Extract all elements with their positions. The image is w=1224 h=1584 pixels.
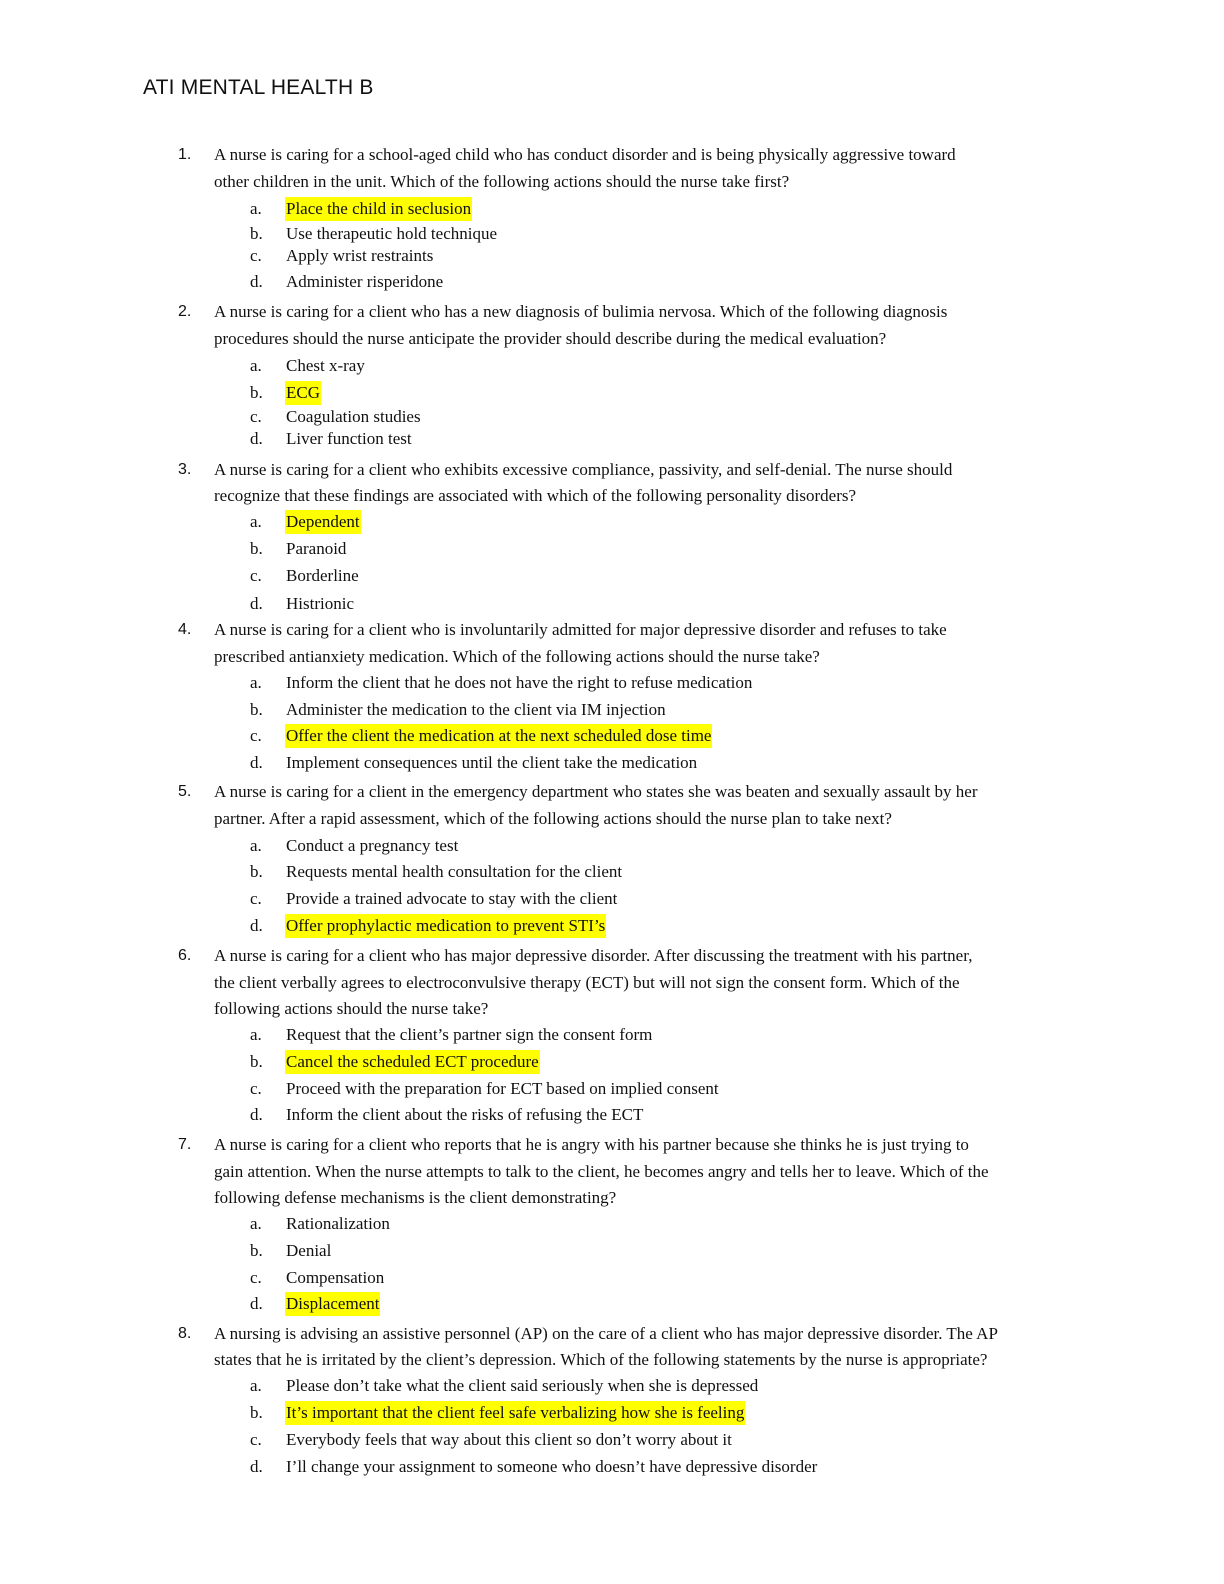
highlighted-answer-option: ECG [285, 381, 321, 405]
question-number: 6. [178, 947, 192, 964]
option-letter: d. [250, 1105, 263, 1124]
question-number: 1. [178, 146, 192, 163]
option-letter: c. [250, 407, 262, 426]
question-number: 7. [178, 1136, 192, 1153]
question-text-line: following defense mechanisms is the client demonstrating? [214, 1188, 617, 1207]
highlighted-answer-option: Place the child in seclusion [285, 197, 472, 221]
answer-option: Rationalization [286, 1214, 390, 1233]
question-text-line: partner. After a rapid assessment, which of the following actions should the nurse plan to take next? [214, 809, 892, 828]
option-letter: b. [250, 700, 263, 719]
answer-option: Everybody feels that way about this client so don’t worry about it [286, 1430, 732, 1449]
option-letter: b. [250, 383, 263, 402]
question-text-line: recognize that these findings are associated with which of the following personality disorders? [214, 486, 857, 505]
answer-option: Coagulation studies [286, 407, 421, 426]
option-letter: c. [250, 1079, 262, 1098]
answer-option: Please don’t take what the client said seriously when she is depressed [286, 1376, 759, 1395]
answer-option: Proceed with the preparation for ECT based on implied consent [286, 1079, 719, 1098]
option-letter: b. [250, 539, 263, 558]
question-text-line: A nursing is advising an assistive personnel (AP) on the care of a client who has major depressive disorder. The AP [214, 1324, 998, 1343]
answer-option: Administer risperidone [286, 272, 444, 291]
option-letter: a. [250, 199, 262, 218]
option-letter: a. [250, 673, 262, 692]
answer-option: Borderline [286, 566, 359, 585]
option-letter: d. [250, 1457, 263, 1476]
question-text-line: A nurse is caring for a client who is involuntarily admitted for major depressive disorder and refuses to take [214, 620, 947, 639]
question-text-line: following actions should the nurse take? [214, 999, 489, 1018]
question-number: 5. [178, 783, 192, 800]
option-letter: a. [250, 512, 262, 531]
highlighted-answer-option: Displacement [285, 1292, 380, 1316]
option-letter: b. [250, 1403, 263, 1422]
question-text-line: A nurse is caring for a client who reports that he is angry with his partner because she thinks he is just trying to [214, 1135, 969, 1154]
answer-option: Implement consequences until the client take the medication [286, 753, 698, 772]
option-letter: a. [250, 1025, 262, 1044]
option-letter: c. [250, 889, 262, 908]
answer-option: Denial [286, 1241, 332, 1260]
answer-option: Use therapeutic hold technique [286, 224, 498, 243]
answer-option: Apply wrist restraints [286, 246, 434, 265]
answer-option: Provide a trained advocate to stay with the client [286, 889, 618, 908]
document-title: ATI MENTAL HEALTH B [143, 76, 374, 99]
option-letter: d. [250, 1294, 263, 1313]
option-letter: d. [250, 594, 263, 613]
option-letter: b. [250, 1241, 263, 1260]
answer-option: Inform the client that he does not have the right to refuse medication [286, 673, 753, 692]
answer-option: Requests mental health consultation for the client [286, 862, 623, 881]
question-text-line: other children in the unit. Which of the following actions should the nurse take first? [214, 172, 790, 191]
answer-option: Compensation [286, 1268, 385, 1287]
question-text-line: prescribed antianxiety medication. Which of the following actions should the nurse take? [214, 647, 820, 666]
highlighted-answer-option: Dependent [285, 510, 361, 534]
highlighted-answer-option: Cancel the scheduled ECT procedure [285, 1050, 540, 1074]
question-text-line: A nurse is caring for a client who exhibits excessive compliance, passivity, and self-denial. The nurse should [214, 460, 953, 479]
option-letter: d. [250, 429, 263, 448]
question-text-line: A nurse is caring for a school-aged child who has conduct disorder and is being physically aggressive toward [214, 145, 956, 164]
option-letter: c. [250, 566, 262, 585]
option-letter: c. [250, 1268, 262, 1287]
answer-option: Paranoid [286, 539, 347, 558]
highlighted-answer-option: Offer the client the medication at the next scheduled dose time [285, 724, 712, 748]
question-text-line: states that he is irritated by the client’s depression. Which of the following statements by the nurse is appropriate? [214, 1350, 988, 1369]
highlighted-answer-option: Offer prophylactic medication to prevent STI’s [285, 914, 606, 938]
answer-option: I’ll change your assignment to someone who doesn’t have depressive disorder [286, 1457, 818, 1476]
option-letter: d. [250, 753, 263, 772]
option-letter: a. [250, 1214, 262, 1233]
question-text-line: the client verbally agrees to electroconvulsive therapy (ECT) but will not sign the consent form. Which of the [214, 973, 960, 992]
question-text-line: A nurse is caring for a client who has major depressive disorder. After discussing the treatment with his partner, [214, 946, 973, 965]
answer-option: Request that the client’s partner sign the consent form [286, 1025, 653, 1044]
answer-option: Liver function test [286, 429, 412, 448]
question-number: 4. [178, 621, 192, 638]
option-letter: c. [250, 1430, 262, 1449]
answer-option: Inform the client about the risks of refusing the ECT [286, 1105, 644, 1124]
option-letter: c. [250, 726, 262, 745]
answer-option: Chest x-ray [286, 356, 365, 375]
option-letter: b. [250, 1052, 263, 1071]
highlighted-answer-option: It’s important that the client feel safe verbalizing how she is feeling [285, 1401, 745, 1425]
option-letter: a. [250, 836, 262, 855]
answer-option: Histrionic [286, 594, 354, 613]
question-number: 3. [178, 461, 192, 478]
question-number: 8. [178, 1325, 192, 1342]
question-text-line: gain attention. When the nurse attempts to talk to the client, he becomes angry and tells her to leave. Which of the [214, 1162, 989, 1181]
option-letter: b. [250, 224, 263, 243]
option-letter: d. [250, 916, 263, 935]
option-letter: c. [250, 246, 262, 265]
option-letter: d. [250, 272, 263, 291]
option-letter: a. [250, 356, 262, 375]
option-letter: b. [250, 862, 263, 881]
answer-option: Administer the medication to the client via IM injection [286, 700, 666, 719]
answer-option: Conduct a pregnancy test [286, 836, 459, 855]
question-text-line: procedures should the nurse anticipate the provider should describe during the medical evaluation? [214, 329, 887, 348]
question-number: 2. [178, 303, 192, 320]
question-text-line: A nurse is caring for a client who has a new diagnosis of bulimia nervosa. Which of the following diagnosis [214, 302, 948, 321]
question-text-line: A nurse is caring for a client in the emergency department who states she was beaten and sexually assault by her [214, 782, 978, 801]
option-letter: a. [250, 1376, 262, 1395]
